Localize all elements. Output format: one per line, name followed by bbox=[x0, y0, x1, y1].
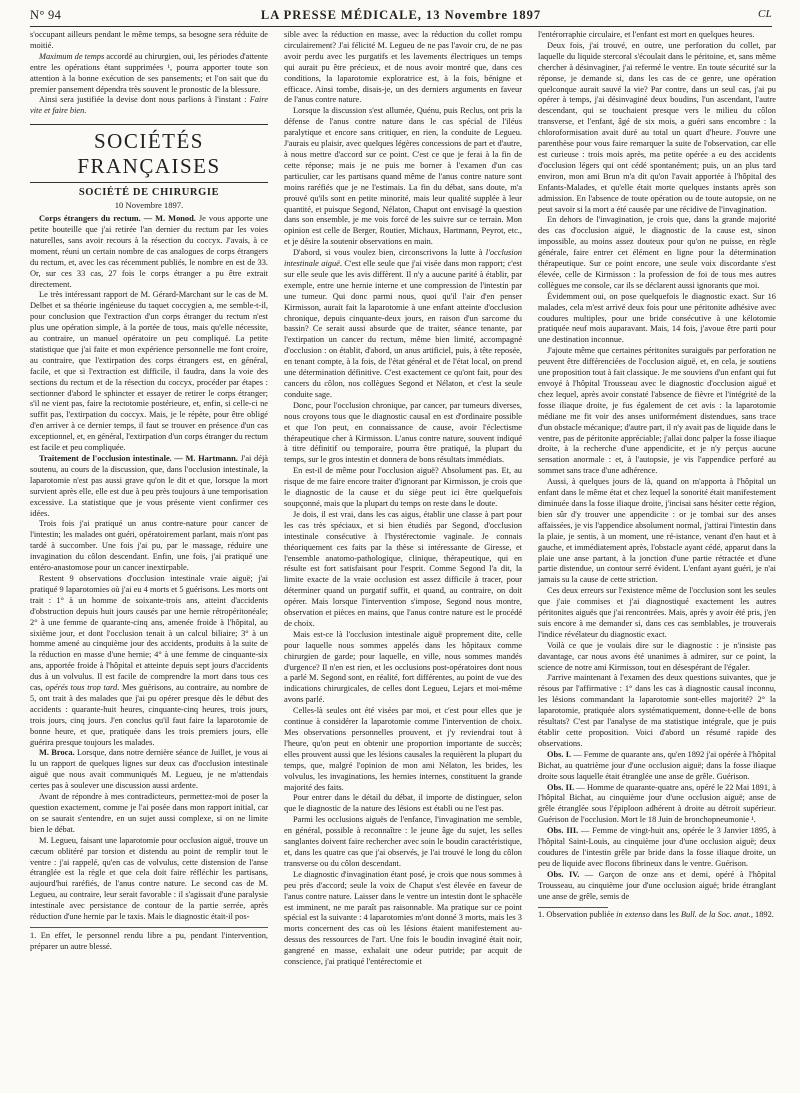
text: — Femme de vingt-huit ans, opérée le 3 Janvier 1895, à l'hôpital Saint-Louis, au cinquième jour d'une occlusion aiguë; deux coudures de l'intestin grêle par bride dans la fosse iliaque droite, un peu de liquide avec flocons fibrineux dans le ventre. Guérison. bbox=[538, 826, 776, 868]
running-header bbox=[30, 4, 772, 27]
observation-label: Obs. II. bbox=[547, 782, 575, 792]
session-date: 10 Novembre 1897. bbox=[114, 200, 184, 211]
paragraph: sible avec la réduction en masse, avec la réduction du collet rompu circulairement? J'ai félicité M. Legueu de ne pas l'avoir cru, de ne pas avoir perdu avec les purgatifs et les lavements électriques un temps qui aurait pu être précieux, et de nous avoir montré que, dans ces conditions, la laparotomie exploratrice est, à la fois, bénigne et efficace. Ainsi tombe, disais-je, un des derniers arguments en faveur de l'anus contre nature. bbox=[284, 30, 522, 105]
footnote bbox=[538, 910, 776, 921]
sheet-marker: CL bbox=[757, 8, 772, 20]
paragraph bbox=[30, 748, 268, 792]
paragraph: Pour entrer dans le détail du débat, il importe de distinguer, selon que le diagnostic de la nature des lésions est établi ou ne l'est pas. bbox=[284, 793, 522, 814]
paragraph: Deux fois, j'ai trouvé, en outre, une perforation du collet, par laquelle du liquide stercoral s'écoulait dans le péritoine, et, sans même chercher à désinvaginer, j'ai refermé le ventre. En toute sécurité sur la réponse, je demande si, dans les cas de ce genre, une opération quelconque aurait sauvé la vie? Par contre, dans un seul cas, j'ai pu opérer à temps, j'ai désinvaginé deux boudins, l'un ascendant, l'autre descendant, qui se touchaient presque vers le milieu du côlon transverse, et l'enfant, âgé de six mois, a guéri sans encombre : la chloroformisation avait duré au total un quart d'heure. J'ouvre une parenthèse pour vous faire remarquer la suite de l'observation, car elle est curieuse : trois mois après, ma petite opérée a eu des accidents d'occlusion légers qui ont cédé spontanément; puis, un an plus tard environ, mon ami Brun m'a dit qu'on l'avait apportée à l'hôpital des Enfants-Malades, et qu'elle était morte quelques instants après son admission. En l'absence de toute opération ou de toute autopsie, on ne peut savoir si la mort a été causée par une récidive de l'invagination. bbox=[538, 40, 776, 214]
emphasis: opérés tous trop tard bbox=[45, 683, 118, 693]
paragraph: En dehors de l'invagination, je crois que, dans la grande majorité des cas d'occlusion aiguë, le diagnostic de la cause est, sinon impossible, au moins assez douteux pour qu'on ne puisse, en règle générale, faire entrer cet élément en ligne pour la détermination thérapeutique. Sur ce point encore, une seule voix discordante s'est élevée, celle de Kirmisson : la profession de foi de tous mes autres collègues me console, car ils se déclarent aussi ignorants que moi. bbox=[538, 215, 776, 290]
text: 1. Observation publiée bbox=[538, 909, 617, 919]
column-middle bbox=[284, 30, 522, 1090]
paragraph: l'entérorraphie circulaire, et l'enfant est mort en quelques heures. bbox=[538, 30, 755, 39]
observation bbox=[538, 750, 776, 783]
paragraph bbox=[284, 248, 522, 401]
paragraph: Le diagnostic d'invagination étant posé, je crois que nous sommes à peu près d'accord; seule la voix de Chaput s'est élevée en faveur de l'anus contre nature. Laisser dans le ventre un intestin dont le sphacèle est imminent, ne me paraît pas raisonnable. Ma pratique sur ce point spécial est la suivante : 4 laparotomies m'ont donné 3 morts, mais les 3 morts concernent des cas où les lésions étaient manifestement au-dessus des ressources de l'art. Une fois le boudin invaginé était noir, gangrené en masse, exhalait une odeur putride; par acquit de conscience, j'ai pratiqué l'entérectomie et bbox=[284, 869, 522, 967]
paragraph: Celles-là seules ont été visées par moi, et c'est pour elles que je continue à considérer la laparotomie comme l'intervention de choix. Mes observations personnelles prouvent, et j'y reviendrai tout à l'heure, qu'on peut en obtenir une proportion importante de succès; elles prouvent aussi que les lésions causales la requièrent la plupart du temps, que, malgré l'opinion de mon ami Nélaton, les brides, les volvulus, les invaginations, les hernies internes, constituent la grande majorité des faits. bbox=[284, 706, 522, 792]
text: — Femme de quarante ans, qu'en 1892 j'ai opérée à l'hôpital Bichat, au quatrième jour d'une occlusion aiguë; dans la fosse iliaque droite sous laquelle était étranglée une anse de grêle. Guérison. bbox=[538, 749, 776, 781]
paragraph: Ces deux erreurs sur l'existence même de l'occlusion sont les seules que j'aie commises et j'ai diagnostiqué exactement les autres péritonites aiguës que j'ai rencontrées. Mais, après y avoir été pris, j'en suis encore à me demander si, dans ces cas semblables, je trouverais l'indice révélateur du diagnostic exact. bbox=[538, 586, 776, 639]
text: Je vous apporte une petite bouteille que j'ai retirée l'an dernier du rectum par les voies naturelles, sans avoir recours à la résection du coccyx. J'avais, à ce moment, réuni un certain nombre de cas analogues de corps étrangers du rectum, et, avec les cas récemment publiés, le nombre en est de 33. Or, sur ces 33 cas, 27 fois le corps étranger a pu être extrait directement. bbox=[30, 214, 268, 289]
paragraph bbox=[30, 52, 268, 96]
paragraph bbox=[30, 214, 268, 290]
paragraph: Parmi les occlusions aiguës de l'enfance, l'invagination me semble, en général, possible à reconnaître : le jeune âge du sujet, les selles sanglantes doivent faire rechercher avec soin le boudin caractéristique, et, dans les quatre cas que j'ai observés, je l'ai trouvé le long du côlon transverse ou du côlon descendant. bbox=[284, 815, 522, 868]
paragraph: Aussi, à quelques jours de là, quand on m'apporta à l'hôpital un enfant dans le même état et chez lequel la sonorité était manifestement diminuée dans la fosse iliaque droite, j'incisai sans hésiter cette région, bien sûr d'y trouver une appendicite : or je tombai sur des anses affaissées, je vis l'appendice absolument normal, j'attirai l'intestin dans la plaie, je sentis, à un moment, une ré-istance, venant d'en haut et à gauche, et immédiatement après, l'obstacle ayant cédé, apparut dans la plaie une anse partant, à la jonction d'une partie rétractée et d'une partie distendue, un contour serré évident. L'enfant ayant guéri, je n'ai jamais su la cause de cette striction. bbox=[538, 477, 776, 585]
column-right bbox=[538, 30, 776, 1090]
emphasis: l'occlusion intestinale aiguë bbox=[284, 248, 522, 269]
text: — Garçon de onze ans et demi, opéré à l'hôpital Trousseau, au cinquième jour d'une occlusion aiguë; bride étranglant une anse de grêle, semis de bbox=[538, 869, 776, 901]
footnote: 1. En effet, le personnel rendu libre a pu, pendant l'intervention, préparer un autre blessé. bbox=[30, 927, 268, 953]
paragraph: Trois fois j'ai pratiqué un anus contre-nature pour cancer de l'intestin; les malades ont guéri, opératoirement parlant, mais n'ont pas tardé à succomber. Une fois j'ai pu, par le massage, réduire une invagination du côlon descendant. Enfin, une fois, j'ai pratiqué une entéro-anastomose pour un cancer inextirpable. bbox=[30, 519, 268, 573]
text: , 1892. bbox=[750, 909, 774, 919]
society-heading: SOCIÉTÉ DE CHIRURGIE bbox=[78, 187, 220, 199]
text: Ainsi sera justifiée la devise dont nous parlions à l'instant : bbox=[39, 95, 250, 105]
motto: Faire vite et faire bien. bbox=[30, 95, 268, 116]
paragraph: Donc, pour l'occlusion chronique, par cancer, par tumeurs diverses, nous croyons tous que le diagnostic causal en est d'ordinaire possible et que l'on peut, en connaissance de cause, avoir l'éclectisme thérapeutique cher à Kirmisson. L'anus contre nature, souvent indiqué à titre définitif ou temporaire, pourra être pratiqué, la plupart du temps, sur le gros intestin et donnera de bons résultats immédiats. bbox=[284, 400, 522, 465]
paragraph: M. Legueu, faisant une laparotomie pour occlusion aiguë, trouve un cæcum oblitéré par torsion et distendu au point de remplir tout le ventre : j'ai rappelé, qu'en cas de volvulus, cette distension de l'anse étranglée est la règle et que cela doit faire réfléchir les partisans, aujourd'hui raréfiés, de l'anus contre nature. Le second cas de M. Legueu, au contraire, leur serait favorable : il s'agissait d'une paralysie intestinale avec persistance de contour de la partie serrée, après réduction d'une hernie par le taxis. Mais le diagnostic était-il pos- bbox=[30, 835, 268, 922]
paragraph: Le très intéressant rapport de M. Gérard-Marchant sur le cas de M. Delbet et sa théorie ingénieuse du taquet coccygien a, me semble-t-il, pour conclusion que l'extraction d'un corps étranger du rectum n'est plus une opération simple, à la portée de tous, mais qu'elle nécessite, au contraire, un manuel opératoire un peu compliqué. La petite statistique que j'ai faite et mon expérience personnelle me font croire, au contraire, que l'extirpation des corps étrangers est, en général, facile, et que si l'extraction est difficile, il faudra, dans la voie des sections du rectum et de la résection du coccyx, procéder par étapes : sectionner d'abord le sphincter et essayer de retirer le corps étranger; s'il ne vient pas, faire la rectotomie postérieure, et, enfin, si celle-ci ne suffit pas, l'extirpation du coccyx. Mais, je le répète, pour être obligé d'en arriver à ce dernier temps, il faut se trouver en présence d'un cas exceptionnel, et, en général, l'extirpation d'un corps étranger du rectum est facile et peu compliquée. bbox=[30, 290, 268, 453]
text: J'ai déjà soutenu, au cours de la discussion, que, dans l'occlusion intestinale, la laparotomie n'est pas aussi grave qu'on le dit et que, lorsque la mort survient après elle, elle est due à peu près toujours à une temporisation excessive. La statistique que je vous présente vient confirmer ces idées. bbox=[30, 454, 268, 518]
journal-title: LA PRESSE MÉDICALE, 13 Novembre 1897 bbox=[260, 8, 542, 22]
paragraph: Avant de répondre à mes contradicteurs, permettez-moi de poser la question exactement, comme je l'ai posée dans mon rapport initial, car on se saurait s'entendre, en un sujet aussi complexe, si on ne limite bien le débat. bbox=[30, 792, 268, 834]
text: dans les bbox=[649, 909, 681, 919]
paragraph: Voilà ce que je voulais dire sur le diagnostic : je n'insiste pas davantage, car nous avons été unanimes à admirer, sur ce point, la science de notre ami Kirmisson, tout en désespérant de l'égaler. bbox=[538, 640, 776, 672]
article-heading: Corps étrangers du rectum. — M. Monod. bbox=[39, 214, 196, 224]
section-title: SOCIÉTÉS FRANÇAISES bbox=[30, 124, 268, 183]
text: . Mes guérisons, au contraire, au nombre de 5, ont trait à des malades que j'ai pu opérer presque dès le début des accidents : quarante-huit heures, cinquante-cinq heures, trois jours, trois jours, cinq jours. J'en conclus qu'il faut faire la laparotomie de bonne heure, et que, pratiquée dans les trois premiers jours, elle guérira presque toujours les malades. bbox=[30, 683, 268, 747]
text: — Homme de quarante-quatre ans, opéré le 22 Mai 1891, à l'hôpital Bichat, au cinquième jour d'une occlusion aiguë; anse de grêle étranglée sous l'épiploon adhérent à droite au détroit supérieur. Guérison de l'occlusion. Mort le 18 Juin de bronchopneumonie ¹. bbox=[538, 782, 776, 825]
paragraph bbox=[30, 574, 268, 749]
observation-label: Obs. IV. bbox=[547, 869, 580, 879]
footnote-rule bbox=[538, 907, 608, 908]
paragraph bbox=[30, 454, 268, 519]
observation bbox=[538, 783, 776, 827]
emphasis: in extenso bbox=[616, 909, 650, 919]
page-number: N° 94 bbox=[30, 8, 62, 22]
observation bbox=[538, 870, 776, 903]
paragraph: En est-il de même pour l'occlusion aiguë? Absolument pas. Et, au risque de me faire encore traiter d'ignorant par Kirmisson, je crois que le diagnostic de la cause et du siège peut ici être quelquefois soupçonné, mais que la plupart du temps on reste dans le doute. bbox=[284, 466, 522, 508]
paragraph: Je dois, il est vrai, dans les cas aigus, établir une classe à part pour les cas très spéciaux, et si bien étudiés par Segond, d'occlusion intestinale consécutive à l'hystérectomie vaginale. Je connais théoriquement ces faits par la thèse si intéressante de Giresse, et l'ensemble anatomo-pathologique, clinique, thérapeutique, qui en résulte est fort satisfaisant pour l'esprit. Comme Segond l'a dit, la limite exacte de la vraie occlusion est assez difficile à tracer, pour déterminer quand un purgatif suffit, et quand, au contraire, on doit opérer. Mais lorsque l'intervention s'impose, Segond nous montre, observation et pièces en mains, que l'anus contre nature est le procédé de choix. bbox=[284, 509, 522, 628]
paragraph: J'arrive maintenant à l'examen des deux questions suivantes, que je résous par l'affirmative : 1° dans les cas à diagnostic causal inconnu, les lésions commandant la laparotomie sont-elles majorité? 2° la laparotomie, pratiquée alors systématiquement, donne-t-elle de bons résultats? C'est par l'analyse de ma statistique intégrale, que je puis établir cette proposition. Voici d'abord un résumé rapide des observations. bbox=[538, 673, 776, 748]
emphasis: Bull. de la Soc. anat. bbox=[680, 909, 751, 919]
text: Lorsque, dans notre dernière séance de Juillet, je vous ai lu un rapport de quelques lignes sur deux cas d'occlusion intestinale aiguë que nous avait communiqués M. Legueu, je ne m'attendais certes pas à soulever une discussion aussi ardente. bbox=[30, 748, 268, 791]
text: . C'est elle seule que j'ai visée dans mon rapport; c'est sur elle seule que les avis diffèrent. Il n'y a aucune parité à établir, par exemple, entre une hernie interne et une compression de l'intestin par une tumeur. Qui donc parmi nous, quoi qu'il l'air d'en penser Kirmisson, aurait fait la laparotomie à une enfant atteinte d'occlusion chronique, depuis cinquante-deux jours, en raison d'un sarcome du bassin? Ce serait aussi absurde que de traiter, séance tenante, par l'extirpation un cancer du rectum, même bien limité, accompagné d'occlusion : on établit, d'abord, un anus artificiel, puis, à tête reposée, en tenant compte, à la fois, de l'état général et de l'état local, on prend une détermination définitive. C'est exactement ce qu'ont fait, pour des cancers du côlon, nos collègues Segond et Nélaton, et c'est la seule conduite sage. bbox=[284, 259, 522, 399]
observation-label: Obs. III. bbox=[547, 826, 579, 836]
paragraph: Mais est-ce là l'occlusion intestinale aiguë proprement dite, celle pour laquelle nous sommes appelés dans les hôpitaux comme chirurgien de garde; pour laquelle, en ville, nous sommes mandés d'urgence? Il n'en est rien, et les occlusions post-opératoires dont nous a parlé M. Segond sont, en réalité, fort différentes, au point de vue des indications chirurgicales, de celles dont Legueu, Lejars et moi-même avons parlé. bbox=[284, 629, 522, 705]
paragraph: Évidemment oui, on pose quelquefois le diagnostic exact. Sur 16 malades, cela m'est arrivé deux fois pour une péritonite adhésive avec coudures multiples, pour une bride consécutive à une kélotomie pratiquée neuf mois auparavant. Mais, 14 fois, j'avoue être parti pour une destination inconnue. bbox=[538, 291, 776, 345]
paragraph: s'occupant ailleurs pendant le même temps, sa besogne sera réduite de moitié. bbox=[30, 30, 268, 50]
text: Restent 9 observations d'occlusion intestinale vraie aiguë; j'ai pratiqué 9 laparotomies où j'ai eu 4 morts et 5 guérisons. Les morts ont trait : 1° à un homme de soixante-trois ans, atteint d'accidents d'obstruction depuis huit jours causés par une hernie rétropéritonéale; 2° à une femme de quarante-cinq ans, amenée froide à l'hôpital, au sixième jour, et dont l'occlusion tenait à un calcul biliaire; 3° à un homme amené au cinquième jour des accidents, produits à la suite de la réduction en masse d'une hernie; 4° à une femme de cinquante-six ans, apportée froide à l'hôpital et atteinte depuis sept jours d'accidents dus à un volvulus. Il est facile de comprendre la mort dans tous ces cas, bbox=[30, 573, 268, 693]
speaker-name: M. Broca. bbox=[39, 748, 75, 758]
emphasis: Maximum de temps bbox=[39, 51, 105, 61]
paragraph: J'ajoute même que certaines péritonites suraiguës par perforation ne peuvent être différenciées de l'occlusion aiguë, et, en cela, je soutiens une proposition tout à fait classique. Je me souviens d'un enfant qui fut envoyé à l'hôpital Trousseau avec le diagnostic d'occlusion aiguë et chez lequel, après avoir constaté l'absence de fièvre et l'intégrité de la fosse iliaque droite, je fus également de cet avis : la laparotomie médiane me fit voir des anses uniformément distendues, sans trace d'un obstacle mécanique; d'autre part, il n'y avait pas de liquide dans le ventre, pas de péritonite appréciable; j'allai donc palper la fosse iliaque droite, à la recherche d'une appendicite, et je n'y perçus aucune sensation anormale : et, à l'autopsie, je vis l'appendice perforé au sommet sans trace d'une adhérence. bbox=[538, 346, 776, 476]
text: D'abord, si vous voulez bien, circonscrivons la lutte à bbox=[293, 248, 486, 258]
text: accordé au chirurgien, oui, les périodes d'attente entre les opérations étant supprimées ¹, pourra apporter toute son attention à la bonne exécution de ses pansements; et l'on sait que du premier pansement dépendra très souvent le pronostic de la blessure. bbox=[30, 51, 268, 94]
observation bbox=[538, 826, 776, 870]
paragraph: Lorsque la discussion s'est allumée, Quénu, puis Reclus, ont pris la défense de l'anus contre nature dans le cas spécial de l'iléus paralytique et encore sans critiquer, en rien, la conduite de Legueu. J'aurais eu plaisir, avec quelques légères concessions de part et d'autre, à nous mettre d'accord sur ce point. C'est ce que je ferai à la fin de cette réponse; mais je ne puis me borner à l'examen d'un cas particulier, car les partisans quand même de l'anus contre nature sont moins raréfiés que je ne l'estimais. La fin du débat, sans doute, m'a prouvé qu'ils sont en petite minorité, mais leur qualité supplée à leur quantité, et puisque Segond, Nélaton, Chaput ont envisagé la question dans son ensemble, je me vois forcé de les suivre sur ce terrain. Mon opinion est celle de Berger, Routier, Michaux, Hartmann, Peyrot, etc., et je désire la soutenir observations en main. bbox=[284, 106, 522, 247]
article-heading: Traitement de l'occlusion intestinale. — M. Hartmann. bbox=[39, 454, 238, 463]
observation-label: Obs. I. bbox=[547, 749, 572, 759]
column-left bbox=[30, 30, 268, 1090]
paragraph bbox=[30, 95, 268, 117]
